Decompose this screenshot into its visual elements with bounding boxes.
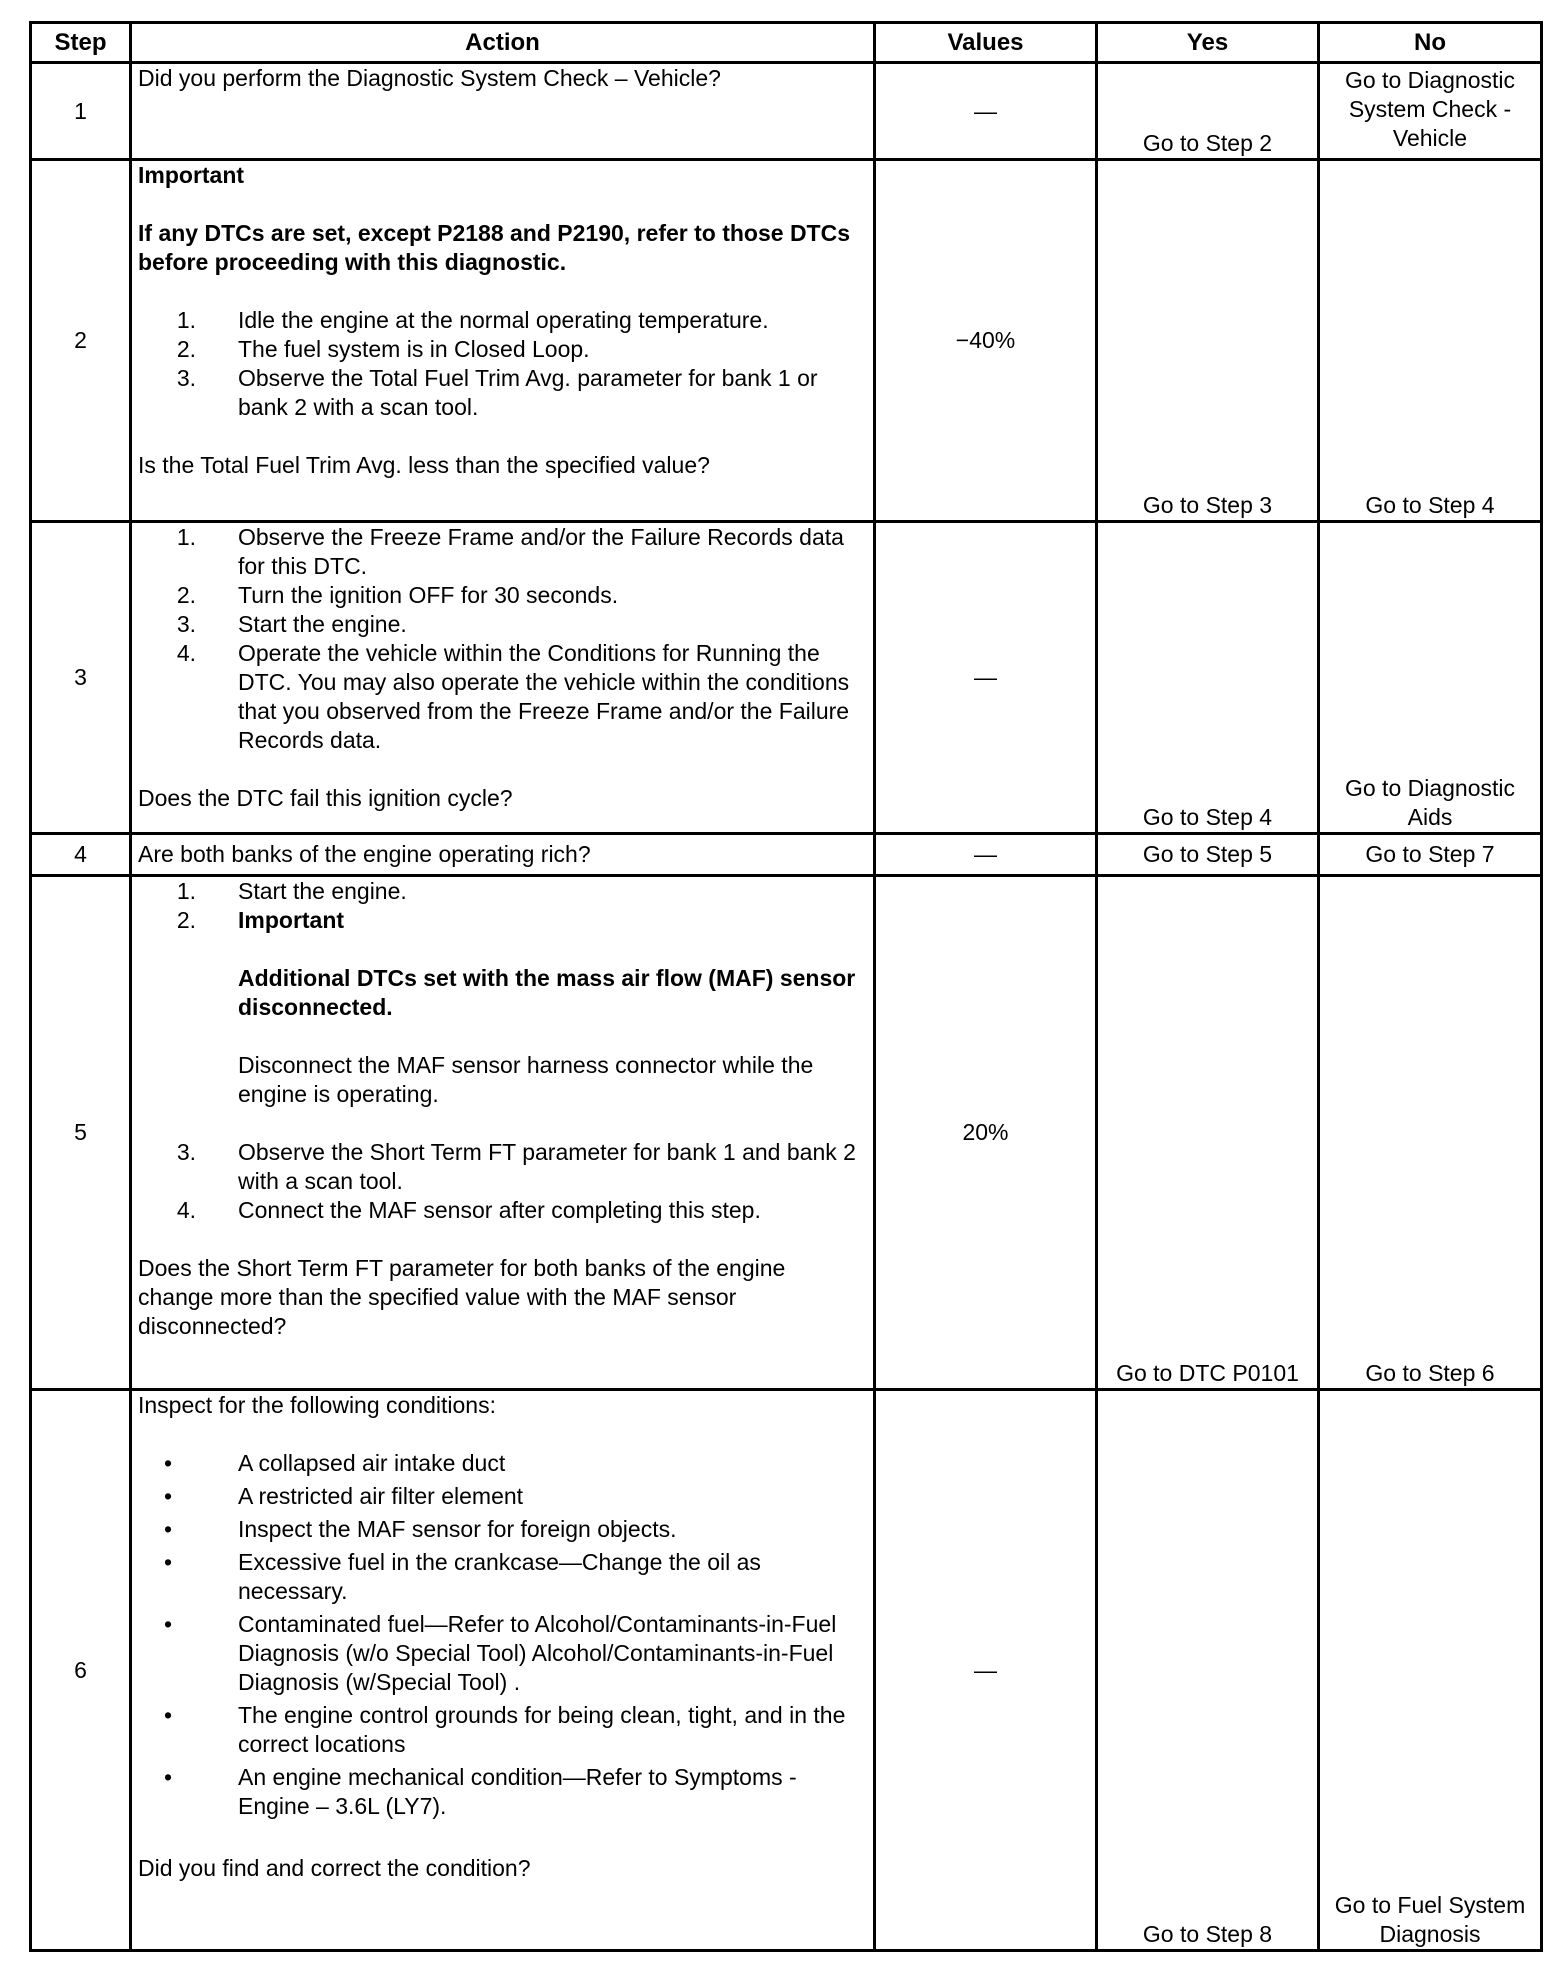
header-action: Action — [131, 23, 875, 63]
list-item: 4. Operate the vehicle within the Conditions for Running the DTC. You may also operate the vehicle within the conditions that you observed from the Freeze Frame and/or the Failure Records data. — [176, 640, 850, 753]
list-item: 1. Start the engine. — [176, 878, 407, 904]
list-item: • A collapsed air intake duct — [163, 1450, 506, 1476]
value-cell: −40% — [875, 160, 1097, 522]
yes-link[interactable]: Go to Step 8 — [1097, 1390, 1319, 1951]
important-text: Additional DTCs set with the mass air flow (MAF) sensor disconnected. — [238, 965, 856, 1020]
step-number: 5 — [31, 876, 131, 1390]
list-item: • The engine control grounds for being clean, tight, and in the correct locations — [163, 1702, 846, 1757]
step-number: 2 — [31, 160, 131, 522]
header-row — [31, 23, 1542, 63]
question-text: Did you perform the Diagnostic System Check – Vehicle? — [138, 65, 721, 91]
list-item: 3. Start the engine. — [176, 611, 407, 637]
step-number: 1 — [31, 63, 131, 160]
list-item: • An engine mechanical condition—Refer to Symptoms - Engine – 3.6L (LY7). — [163, 1764, 797, 1819]
header-yes: Yes — [1097, 23, 1319, 63]
action-cell — [131, 63, 875, 160]
sub-instruction: Disconnect the MAF sensor harness connector while the engine is operating. — [238, 1052, 814, 1107]
action-cell — [131, 876, 875, 1390]
yes-link[interactable]: Go to Step 4 — [1097, 522, 1319, 834]
diagnostic-table — [29, 21, 1543, 1952]
list-item: 1. Observe the Freeze Frame and/or the Failure Records data for this DTC. — [176, 524, 844, 579]
list-item: 2. The fuel system is in Closed Loop. — [176, 336, 590, 362]
table-row-step-2 — [31, 160, 1542, 522]
list-item: 2. Turn the ignition OFF for 30 seconds. — [176, 582, 619, 608]
action-cell — [131, 834, 875, 876]
value-cell: 20% — [875, 876, 1097, 1390]
procedure-list — [138, 306, 867, 422]
no-link[interactable]: Go to Diagnostic Aids — [1319, 522, 1542, 834]
list-item: • Contaminated fuel—Refer to Alcohol/Contaminants-in-Fuel Diagnosis (w/o Special Tool) Alcohol/Contaminants-in-Fuel Diagnosis (w/Special Tool) . — [163, 1611, 837, 1695]
action-cell — [131, 160, 875, 522]
question-text: Does the Short Term FT parameter for both banks of the engine change more than the specified value with the MAF sensor disconnected? — [138, 1255, 786, 1339]
procedure-list — [138, 523, 867, 755]
table-row-step-5 — [31, 876, 1542, 1390]
table-row-step-4 — [31, 834, 1542, 876]
yes-link[interactable]: Go to Step 5 — [1097, 834, 1319, 876]
action-cell — [131, 1390, 875, 1951]
list-item: • A restricted air filter element — [163, 1483, 524, 1509]
list-item: • Excessive fuel in the crankcase—Change the oil as necessary. — [163, 1549, 761, 1604]
action-cell — [131, 522, 875, 834]
no-link[interactable]: Go to Step 6 — [1319, 876, 1542, 1390]
step-number: 3 — [31, 522, 131, 834]
header-values: Values — [875, 23, 1097, 63]
no-link[interactable]: Go to Step 4 — [1319, 160, 1542, 522]
list-item: 3. Observe the Total Fuel Trim Avg. parameter for bank 1 or bank 2 with a scan tool. — [176, 365, 818, 420]
table-row-step-3 — [31, 522, 1542, 834]
no-link[interactable]: Go to Fuel System Diagnosis — [1319, 1390, 1542, 1951]
no-link[interactable]: Go to Step 7 — [1319, 834, 1542, 876]
value-cell: — — [875, 63, 1097, 160]
no-link[interactable]: Go to Diagnostic System Check - Vehicle — [1319, 63, 1542, 160]
list-item: 2. Important — [176, 907, 345, 933]
question-text: Did you find and correct the condition? — [138, 1855, 531, 1881]
list-item: • Inspect the MAF sensor for foreign objects. — [163, 1516, 677, 1542]
value-cell: — — [875, 834, 1097, 876]
table-row-step-6 — [31, 1390, 1542, 1951]
yes-link[interactable]: Go to DTC P0101 — [1097, 876, 1319, 1390]
step-number: 6 — [31, 1390, 131, 1951]
list-item: 4. Connect the MAF sensor after completing this step. — [176, 1197, 761, 1223]
procedure-list — [138, 1138, 867, 1225]
header-step: Step — [31, 23, 131, 63]
yes-link[interactable]: Go to Step 3 — [1097, 160, 1319, 522]
important-label: Important — [138, 162, 245, 188]
step-number: 4 — [31, 834, 131, 876]
question-text: Is the Total Fuel Trim Avg. less than the specified value? — [138, 452, 710, 478]
question-text: Are both banks of the engine operating rich? — [138, 841, 591, 867]
header-no: No — [1319, 23, 1542, 63]
procedure-list — [138, 877, 867, 935]
list-item: 3. Observe the Short Term FT parameter for bank 1 and bank 2 with a scan tool. — [176, 1139, 856, 1194]
intro-text: Inspect for the following conditions: — [138, 1392, 496, 1418]
important-text: If any DTCs are set, except P2188 and P2190, refer to those DTCs before proceeding with this diagnostic. — [138, 220, 851, 275]
value-cell: — — [875, 522, 1097, 834]
question-text: Does the DTC fail this ignition cycle? — [138, 785, 513, 811]
table-row-step-1 — [31, 63, 1542, 160]
yes-link[interactable]: Go to Step 2 — [1097, 63, 1319, 160]
conditions-list — [138, 1449, 867, 1821]
list-item: 1. Idle the engine at the normal operating temperature. — [176, 307, 769, 333]
value-cell: — — [875, 1390, 1097, 1951]
